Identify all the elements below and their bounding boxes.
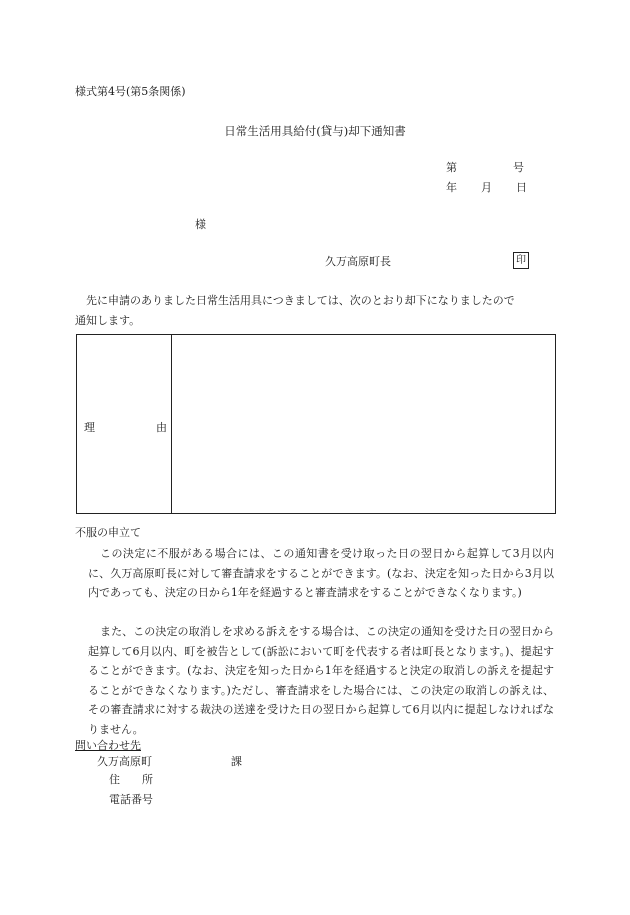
reason-label-cell (77, 335, 172, 513)
seal-mark: 印 (513, 252, 529, 269)
objection-heading: 不服の申立て (75, 526, 141, 539)
objection-paragraph-1: この決定に不服がある場合には、この通知書を受け取った日の翌日から起算して3月以内に、久万高原町長に対して審査請求をすることができます。(なお、決定を知った日から3月以内であっても、決定の日から1年を経過すると審査請求をすることができなくなります。) (88, 547, 554, 599)
reason-label-right: 由 (156, 421, 167, 434)
intro-line-1: 先に申請のありました日常生活用具につきましては、次のとおり却下になりましたので (86, 294, 515, 307)
document-title: 日常生活用具給付(貸与)却下通知書 (224, 124, 406, 138)
contact-address-label: 住 所 (109, 773, 153, 786)
date-year: 年 (446, 181, 457, 194)
date-month: 月 (481, 181, 492, 194)
reference-number-prefix: 第 (446, 161, 457, 174)
reason-content-cell (173, 335, 555, 513)
intro-paragraph (75, 291, 560, 331)
addressee-honorific: 様 (195, 218, 206, 231)
contact-phone-label: 電話番号 (109, 793, 153, 806)
contact-department: 課 (231, 755, 242, 768)
objection-paragraph-2: また、この決定の取消しを求める訴えをする場合は、この決定の通知を受けた日の翌日から起算して6月以内、町を被告として(訴訟において町を代表する者は町長となります。)、提起することができます。(なお、決定を知った日から1年を経過すると決定の取消しの訴えを提起することができなくなります。)ただし、審査請求をした場合には、この決定の取消しの訴えは、その審査請求に対する裁決の送達を受けた日の翌日から起算して6月以内に提起しなければなりません。 (88, 625, 554, 736)
contact-town: 久万高原町 (97, 755, 152, 768)
form-number: 様式第4号(第5条関係) (75, 85, 186, 98)
intro-line-2: 通知します。 (75, 314, 141, 327)
reference-number-suffix: 号 (513, 161, 524, 174)
reason-label-left: 理 (84, 421, 95, 434)
sender-name: 久万高原町長 (325, 255, 391, 268)
reason-table (76, 334, 556, 514)
date-day: 日 (516, 181, 527, 194)
contact-heading: 問い合わせ先 (75, 739, 141, 752)
